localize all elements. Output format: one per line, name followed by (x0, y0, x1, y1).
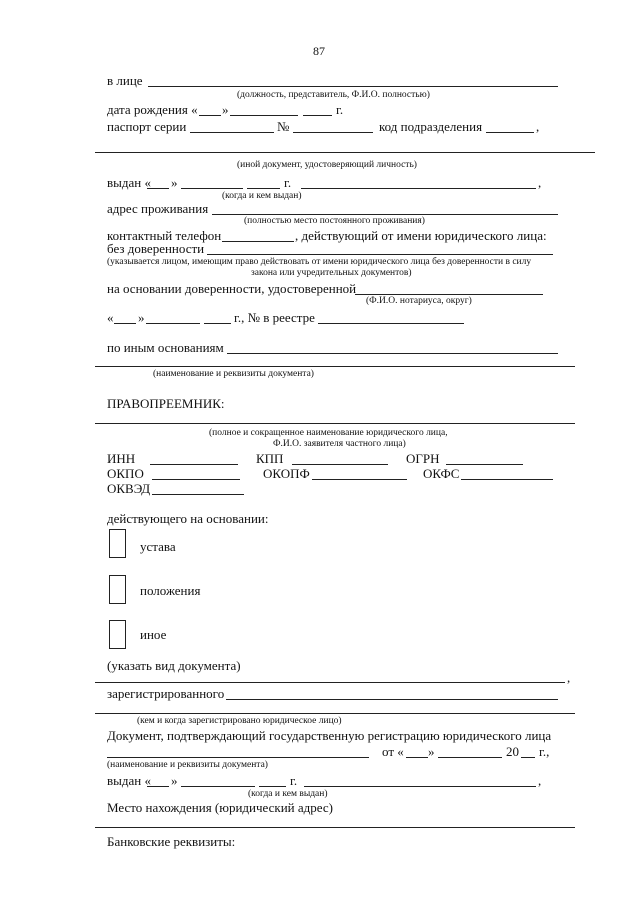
other-document-hint: (иной документ, удостоверяющий личность) (237, 160, 417, 170)
address-field[interactable] (212, 214, 558, 215)
reg-doc-text: Документ, подтверждающий государственную регистрацию юридического лица (107, 728, 552, 743)
no-poa-hint-line1: (указывается лицом, имеющим право действовать от имени юридического лица без доверенности в силу (107, 257, 532, 267)
in-person-label: в лице (107, 73, 143, 88)
other-grounds-label: по иным основаниям (107, 340, 224, 355)
successor-issued-quote-close: » (171, 773, 178, 788)
okfs-label: ОКФС (423, 466, 460, 481)
address-label: адрес проживания (107, 201, 209, 216)
specify-doc-comma: , (567, 670, 571, 685)
regulation-checkbox[interactable] (109, 575, 126, 604)
kpp-field[interactable] (292, 464, 388, 465)
charter-checkbox[interactable] (109, 529, 126, 558)
registered-field-2[interactable] (95, 713, 575, 714)
poa-label: на основании доверенности, удостоверенной (107, 281, 357, 296)
location-label: Место нахождения (юридический адрес) (107, 800, 333, 815)
successor-issued-by-field[interactable] (304, 786, 536, 787)
okopf-field[interactable] (312, 479, 407, 480)
address-hint: (полностью место постоянного проживания) (244, 216, 425, 226)
successor-issued-comma: , (538, 773, 542, 788)
issued-year-field[interactable] (247, 188, 280, 189)
other-grounds-field[interactable] (227, 353, 558, 354)
ogrn-field[interactable] (446, 464, 523, 465)
ogrn-label: ОГРН (406, 451, 440, 466)
inn-field[interactable] (150, 464, 238, 465)
other-checkbox[interactable] (109, 620, 126, 649)
issued-label: выдан « (107, 175, 151, 190)
reg-doc-year-abbr: г., (539, 744, 550, 759)
successor-issued-label: выдан « (107, 773, 151, 788)
reg-doc-century: 20 (506, 744, 519, 759)
registered-hint: (кем и когда зарегистрировано юридическое лицо) (137, 716, 342, 726)
phone-field[interactable] (222, 241, 294, 242)
poa-year-field[interactable] (204, 323, 231, 324)
division-code-comma: , (536, 119, 540, 134)
poa-day-field[interactable] (114, 323, 136, 324)
in-person-hint: (должность, представитель, Ф.И.О. полностью) (237, 90, 430, 100)
birth-month-field[interactable] (230, 115, 298, 116)
successor-name-hint-line2: Ф.И.О. заявителя частного лица) (273, 439, 406, 449)
specify-doc-label: (указать вид документа) (107, 658, 241, 673)
poa-quote-close: » (138, 310, 145, 325)
passport-number-field[interactable] (293, 132, 373, 133)
issued-quote-close: » (171, 175, 178, 190)
issued-month-field[interactable] (181, 188, 243, 189)
birth-year-field[interactable] (303, 115, 332, 116)
issued-comma: , (538, 175, 542, 190)
division-code-field[interactable] (486, 132, 534, 133)
phone-label: контактный телефон (107, 228, 222, 243)
birth-date-label: дата рождения « (107, 102, 198, 117)
passport-number-sign: № (277, 119, 290, 134)
issued-by-field[interactable] (301, 188, 536, 189)
reg-doc-hint: (наименование и реквизиты документа) (107, 760, 268, 770)
successor-issued-day-field[interactable] (147, 786, 169, 787)
regulation-option-label: положения (140, 583, 201, 598)
successor-issued-year-abbr: г. (290, 773, 298, 788)
successor-issued-year-field[interactable] (259, 786, 286, 787)
okved-label: ОКВЭД (107, 481, 151, 496)
other-option-label: иное (140, 627, 167, 642)
charter-option-label: устава (140, 539, 176, 554)
no-poa-label: без доверенности (107, 241, 205, 256)
registered-field[interactable] (226, 699, 558, 700)
inn-label: ИНН (107, 451, 136, 466)
issued-day-field[interactable] (147, 188, 169, 189)
reg-doc-year-field[interactable] (521, 757, 535, 758)
other-document-field[interactable] (95, 152, 595, 153)
registry-number-field[interactable] (318, 323, 464, 324)
birth-year-abbr: г. (336, 102, 344, 117)
acting-text: , действующий от имени юридического лица: (295, 228, 547, 243)
specify-doc-field[interactable] (95, 682, 565, 683)
reg-doc-quote-close: » (428, 744, 435, 759)
passport-series-field[interactable] (190, 132, 274, 133)
reg-doc-from-label: от « (382, 744, 404, 759)
okfs-field[interactable] (461, 479, 553, 480)
okopf-label: ОКОПФ (263, 466, 310, 481)
successor-issued-hint: (когда и кем выдан) (248, 789, 328, 799)
poa-quote-open: « (107, 310, 114, 325)
successor-issued-month-field[interactable] (181, 786, 255, 787)
bank-details-label: Банковские реквизиты: (107, 834, 236, 849)
reg-doc-month-field[interactable] (438, 757, 502, 758)
reg-doc-field[interactable] (107, 757, 369, 758)
successor-heading: ПРАВОПРЕЕМНИК: (107, 396, 225, 411)
birth-day-field[interactable] (199, 115, 221, 116)
issued-year-abbr: г. (284, 175, 292, 190)
birth-quote-close: » (222, 102, 229, 117)
okved-field[interactable] (152, 494, 244, 495)
issued-hint: (когда и кем выдан) (222, 191, 302, 201)
successor-name-hint-line1: (полное и сокращенное наименование юридического лица, (209, 428, 448, 438)
doc-name-hint: (наименование и реквизиты документа) (153, 369, 314, 379)
reg-doc-day-field[interactable] (406, 757, 428, 758)
other-grounds-field-2[interactable] (95, 366, 575, 367)
notary-field[interactable] (355, 294, 543, 295)
page-number: 87 (313, 44, 325, 58)
in-person-field[interactable] (148, 86, 558, 87)
acting-basis-label: действующего на основании: (107, 511, 269, 526)
no-poa-hint-line2: закона или учредительных документов) (251, 268, 412, 278)
passport-series-label: паспорт серии (107, 119, 187, 134)
kpp-label: КПП (256, 451, 284, 466)
okpo-field[interactable] (152, 479, 240, 480)
successor-name-field[interactable] (95, 423, 575, 424)
registry-text: г., № в реестре (234, 310, 315, 325)
notary-hint: (Ф.И.О. нотариуса, округ) (366, 296, 472, 306)
no-poa-field[interactable] (207, 254, 553, 255)
division-code-label: код подразделения (379, 119, 483, 134)
location-field[interactable] (95, 827, 575, 828)
poa-month-field[interactable] (146, 323, 200, 324)
registered-label: зарегистрированного (107, 686, 225, 701)
okpo-label: ОКПО (107, 466, 144, 481)
